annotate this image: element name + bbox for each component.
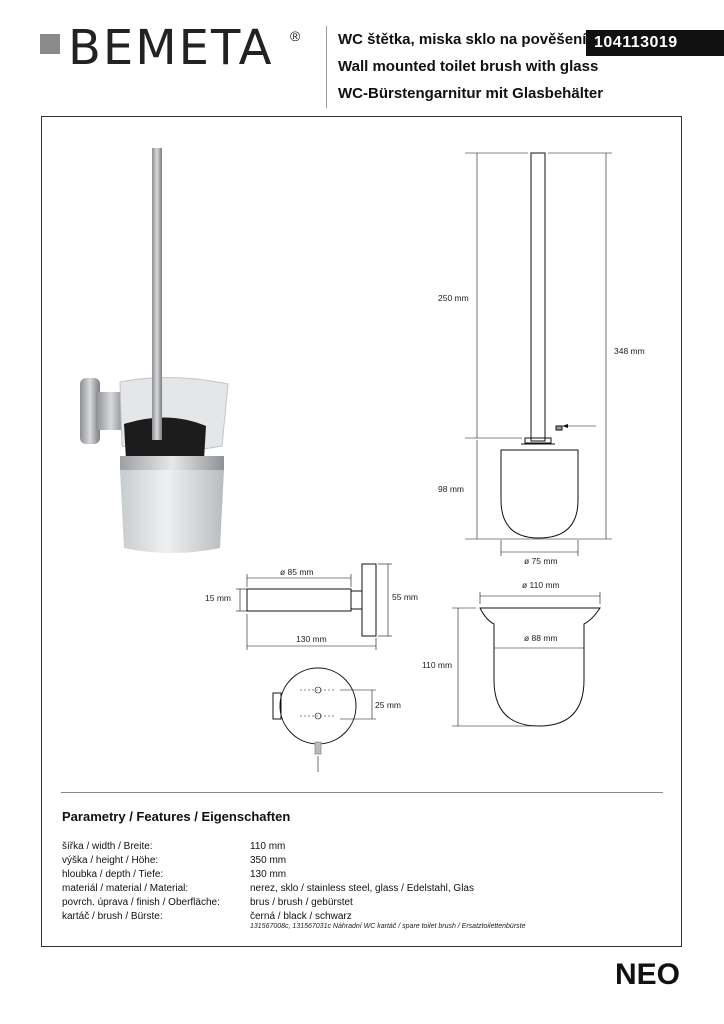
- dim-rosette-diameter: ø 85 mm: [280, 567, 314, 577]
- title-english: Wall mounted toilet brush with glass: [338, 58, 599, 75]
- rosette-front-view: [273, 668, 376, 772]
- feature-value: 350 mm: [250, 855, 287, 866]
- glass-cup-view: [452, 592, 600, 726]
- side-elevation: [501, 153, 596, 538]
- dim-brush-length: 250 mm: [438, 293, 469, 303]
- title-czech: WC štětka, miska sklo na pověšení: [338, 31, 587, 48]
- dim-cup-height-side: 98 mm: [438, 484, 464, 494]
- dim-cup-diameter: ø 75 mm: [524, 556, 558, 566]
- feature-value: 130 mm: [250, 869, 287, 880]
- feature-value: brus / brush / gebürstet: [250, 897, 353, 908]
- dim-hole-spacing: 25 mm: [375, 700, 401, 710]
- feature-label: šířka / width / Breite:: [62, 841, 153, 852]
- feature-label: hloubka / depth / Tiefe:: [62, 869, 164, 880]
- brand-name: BEMETA: [68, 20, 274, 76]
- features-title: Parametry / Features / Eigenschaften: [62, 809, 291, 824]
- feature-label: povrch. úprava / finish / Oberfläche:: [62, 897, 220, 908]
- feature-label: materiál / material / Material:: [62, 883, 189, 894]
- title-german: WC-Bürstengarnitur mit Glasbehälter: [338, 85, 604, 102]
- elevation-dimension-lines: [465, 153, 612, 556]
- feature-value: nerez, sklo / stainless steel, glass / Edelstahl, Glas: [250, 883, 474, 894]
- dim-depth: 130 mm: [296, 634, 327, 644]
- dim-cup-outer-diameter: ø 110 mm: [522, 580, 560, 590]
- feature-label: kartáč / brush / Bürste:: [62, 911, 163, 922]
- series-name: NEO: [614, 958, 680, 991]
- dim-total-height: 348 mm: [614, 346, 645, 356]
- dim-cup-inner-diameter: ø 88 mm: [524, 633, 558, 643]
- dim-cup-height: 110 mm: [422, 660, 453, 670]
- registered-mark: ®: [290, 28, 301, 44]
- feature-label: výška / height / Höhe:: [62, 855, 159, 866]
- dim-rosette-height: 55 mm: [392, 592, 418, 602]
- feature-value: 110 mm: [250, 841, 286, 852]
- dim-arm-thickness: 15 mm: [205, 593, 231, 603]
- features-divider: [61, 792, 663, 793]
- product-code: 104113019: [586, 30, 724, 56]
- feature-value: černá / black / schwarz: [250, 911, 352, 922]
- product-photo: [80, 148, 228, 553]
- spare-parts-note: 131567008c, 131567031c Náhradní WC kartáč / spare toilet brush / Ersatztoilettenbürste: [250, 923, 526, 930]
